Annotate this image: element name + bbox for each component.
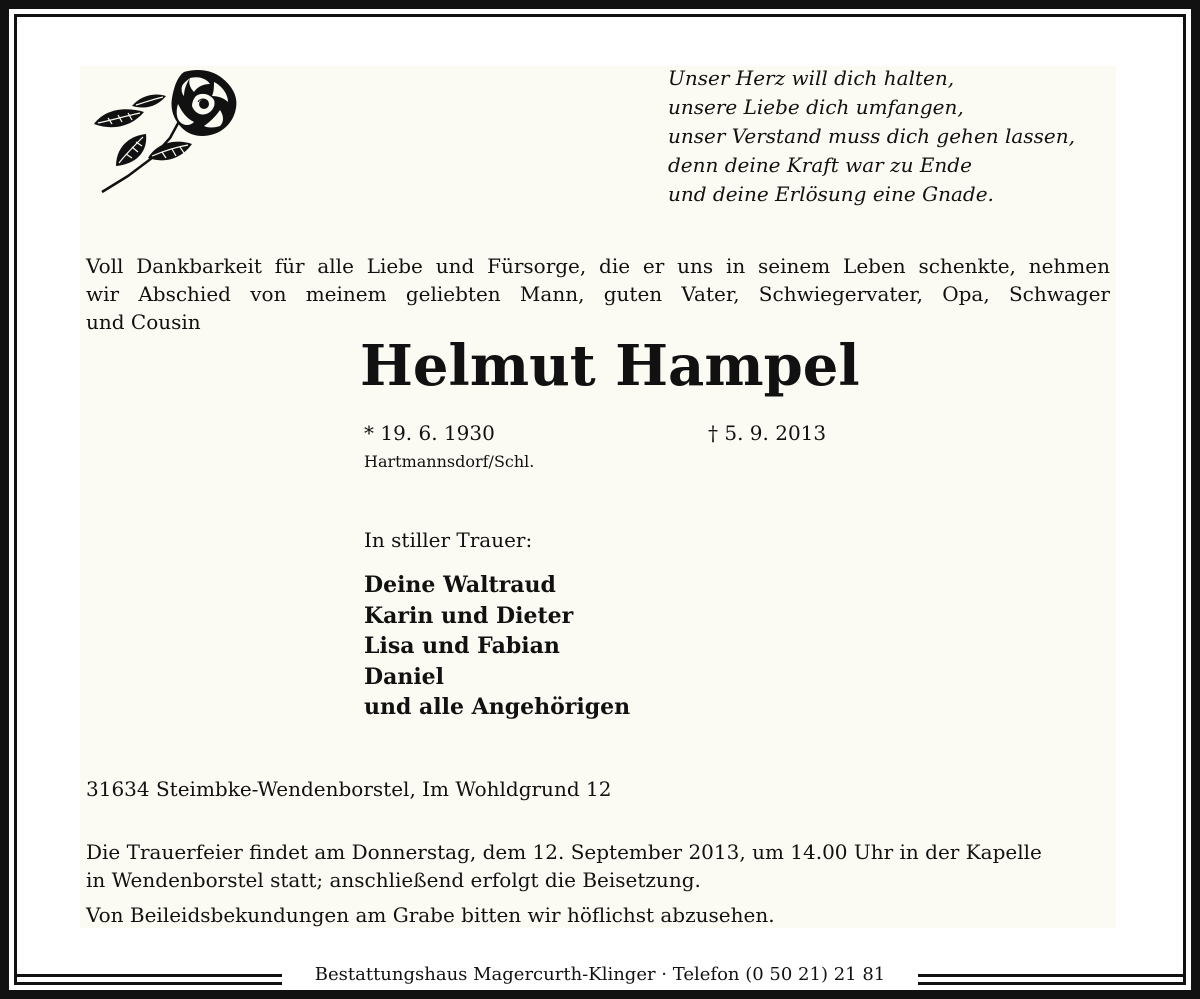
condolence-note: Von Beileidsbekundungen am Grabe bitten wir höflichst abzusehen. [86, 903, 775, 927]
rose-icon [86, 66, 248, 198]
mourner-name: und alle Angehörigen [364, 694, 631, 720]
poem-line: denn deine Kraft war zu Ende [668, 153, 972, 177]
ceremony-text [86, 838, 1110, 894]
poem [668, 64, 1108, 209]
ceremony-line: in Wendenborstel statt; anschließend erfolgt die Beisetzung. [86, 868, 701, 892]
mourner-name: Lisa und Fabian [364, 633, 560, 659]
mourner-name: Karin und Dieter [364, 602, 574, 629]
death-date: † 5. 9. 2013 [708, 421, 827, 445]
funeral-home-footer: Bestattungshaus Magercurth-Klinger · Telefon (0 50 21) 21 81 [282, 962, 918, 988]
footer-rule [918, 974, 1186, 977]
poem-line: und deine Erlösung eine Gnade. [668, 182, 994, 206]
address: 31634 Steimbke-Wendenborstel, Im Wohldgrund 12 [86, 777, 612, 801]
birthplace: Hartmannsdorf/Schl. [364, 452, 535, 471]
poem-line: unsere Liebe dich umfangen, [668, 95, 964, 119]
intro-line: wir Abschied von meinem geliebten Mann, guten Vater, Schwiegervater, Opa, Schwager [86, 282, 1110, 306]
deceased-name: Helmut Hampel [360, 333, 860, 399]
mourner-list [364, 570, 630, 723]
intro-text [86, 252, 1110, 336]
poem-line: unser Verstand muss dich gehen lassen, [668, 124, 1075, 148]
intro-line: Voll Dankbarkeit für alle Liebe und Fürsorge, die er uns in seinem Leben schenkte, nehmen [86, 254, 1110, 278]
mourner-name: Daniel [364, 663, 445, 690]
birth-date: * 19. 6. 1930 [364, 421, 495, 445]
footer-rule [14, 974, 282, 977]
ceremony-line: Die Trauerfeier findet am Donnerstag, dem 12. September 2013, um 14.00 Uhr in der Kapelle [86, 840, 1042, 864]
intro-line: und Cousin [86, 310, 201, 334]
mourning-heading: In stiller Trauer: [364, 528, 533, 552]
poem-line: Unser Herz will dich halten, [668, 66, 955, 90]
mourner-name: Deine Waltraud [364, 572, 556, 598]
